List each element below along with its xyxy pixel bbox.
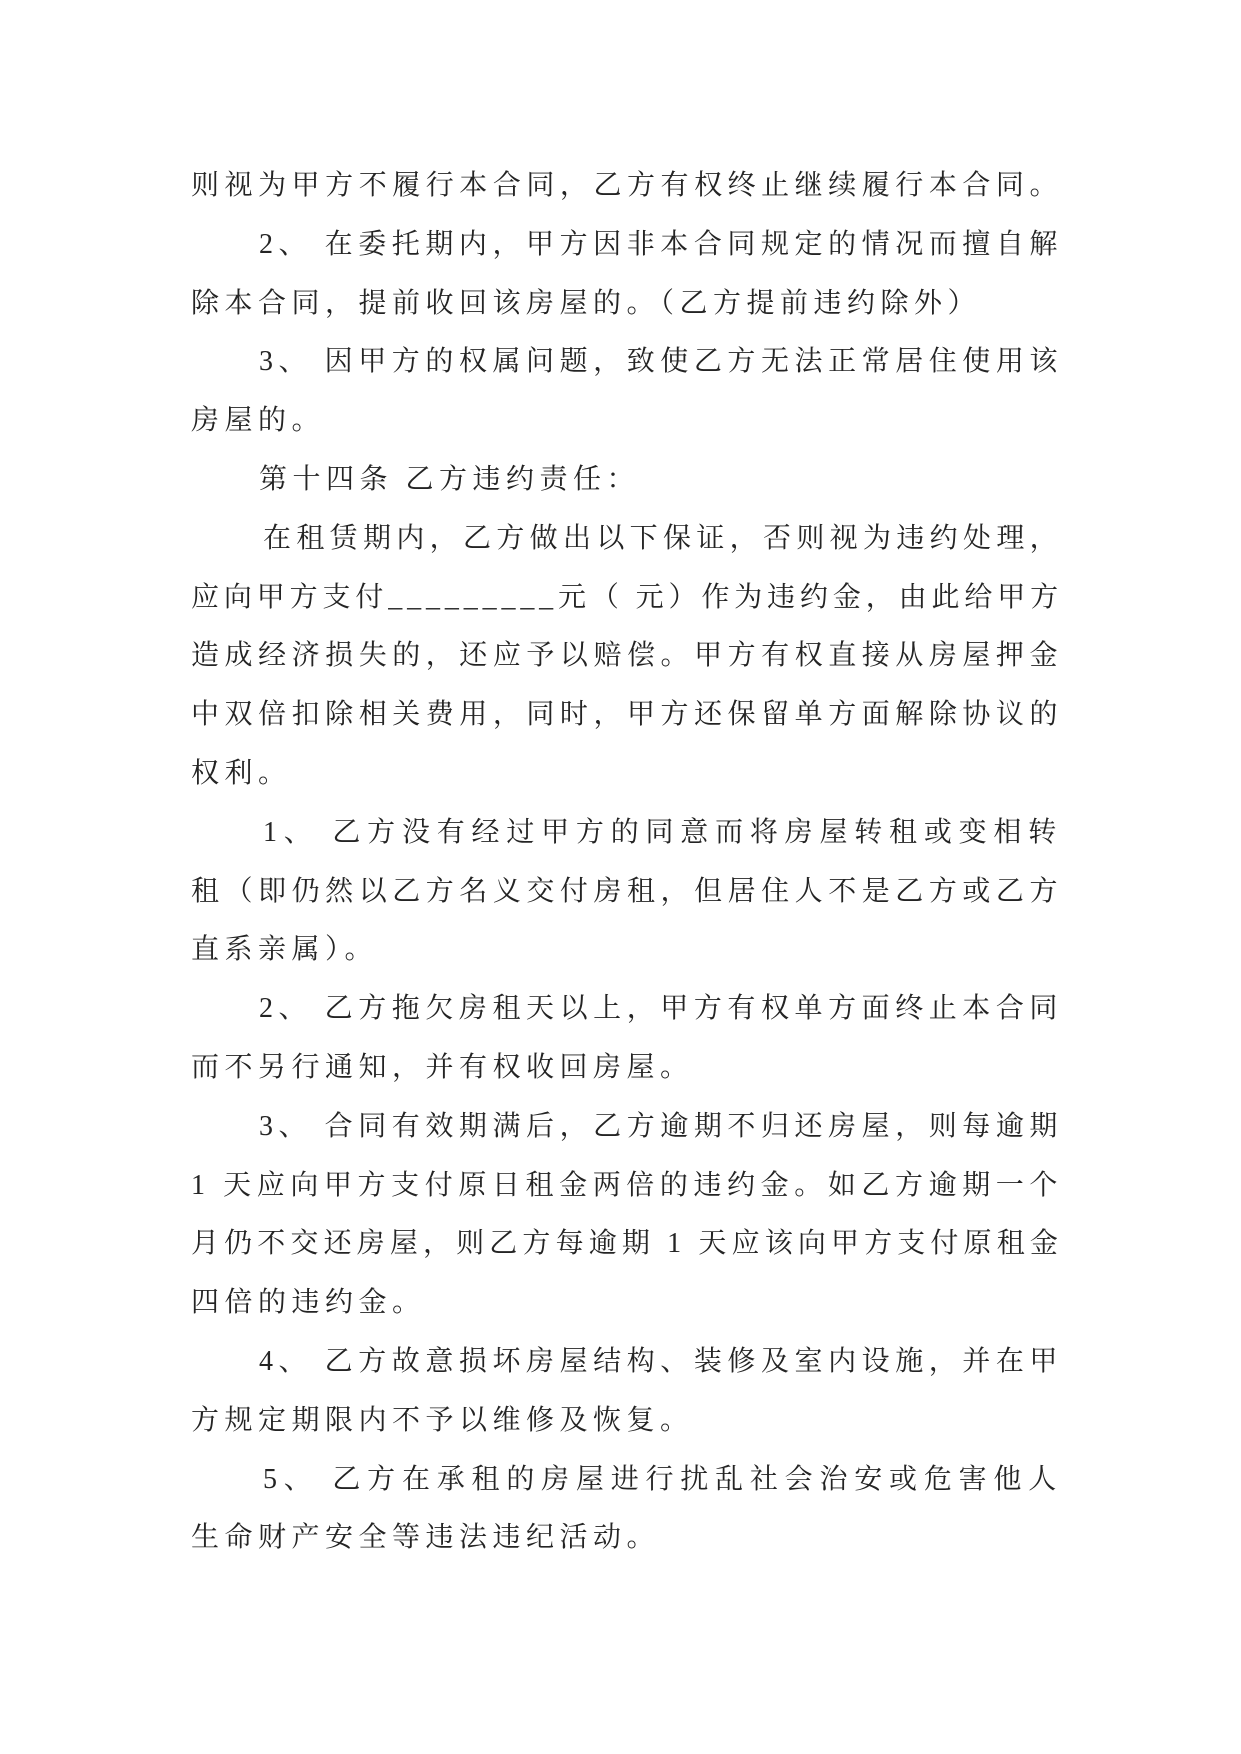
line-text: 4、 乙方故意损坏房屋结构、装修及室内设施，并在甲 (259, 1345, 1063, 1377)
line-text: 3、 合同有效期满后，乙方逾期不归还房屋，则每逾期 (259, 1110, 1063, 1142)
text-line (191, 1157, 1063, 1216)
list-item-4 (191, 1333, 1063, 1451)
list-item-1 (191, 804, 1063, 980)
text-line (191, 392, 1063, 451)
line-text: 造成经济损失的，还应予以赔偿。甲方有权直接从房屋押金 (191, 640, 1063, 672)
text-line (191, 569, 1063, 628)
line-text: 应向甲方支付_________元（ 元）作为违约金，由此给甲方 (191, 581, 1063, 613)
text-line (191, 451, 1063, 510)
text-line (191, 510, 1063, 569)
text-line (191, 1509, 1063, 1568)
text-line (191, 1215, 1063, 1274)
text-line (191, 686, 1063, 745)
line-text: 租（即仍然以乙方名义交付房租，但居住人不是乙方或乙方 (191, 875, 1063, 907)
text-line (191, 1098, 1063, 1157)
line-text: 直系亲属）。 (191, 934, 379, 966)
text-line (191, 745, 1063, 804)
text-line (191, 627, 1063, 686)
line-text: 3、 因甲方的权属问题，致使乙方无法正常居住使用该 (259, 346, 1063, 378)
line-text: 房屋的。 (191, 405, 326, 437)
line-text: 中双倍扣除相关费用，同时，甲方还保留单方面解除协议的 (191, 699, 1063, 731)
line-text: 生命财产安全等违法违纪活动。 (191, 1522, 661, 1554)
article-heading-text: 第十四条 乙方违约责任： (259, 463, 641, 495)
line-text: 除本合同，提前收回该房屋的。（乙方提前违约除外） (191, 287, 982, 319)
line-text: 2、 在委托期内，甲方因非本合同规定的情况而擅自解 (259, 228, 1063, 260)
line-text: 而不另行通知，并有权收回房屋。 (191, 1051, 694, 1083)
text-line (191, 1274, 1063, 1333)
text-line (191, 921, 1063, 980)
text-line (191, 1333, 1063, 1392)
article-intro-paragraph (191, 510, 1063, 804)
clause-item-2 (191, 216, 1063, 334)
line-text: 2、 乙方拖欠房租天以上，甲方有权单方面终止本合同 (259, 993, 1063, 1025)
line-text: 月仍不交还房屋，则乙方每逾期 1 天应该向甲方支付原租金 (191, 1228, 1063, 1260)
list-item-2 (191, 980, 1063, 1098)
text-line (191, 980, 1063, 1039)
line-text: 则视为甲方不履行本合同，乙方有权终止继续履行本合同。 (191, 170, 1063, 201)
text-line (191, 1451, 1063, 1510)
line-text: 权利。 (191, 757, 292, 789)
text-line (191, 333, 1063, 392)
line-text: 四倍的违约金。 (191, 1287, 426, 1319)
document-body (191, 157, 1063, 1568)
line-text: 方规定期限内不予以维修及恢复。 (191, 1404, 694, 1436)
text-line (191, 275, 1063, 334)
list-item-5 (191, 1451, 1063, 1569)
text-line (191, 1039, 1063, 1098)
text-line (191, 863, 1063, 922)
text-line (191, 157, 1063, 216)
list-item-3 (191, 1098, 1063, 1333)
clause-item-3 (191, 333, 1063, 451)
line-text: 在租赁期内，乙方做出以下保证，否则视为违约处理， (263, 522, 1063, 554)
line-text: 5、 乙方在承租的房屋进行扰乱社会治安或危害他人 (263, 1463, 1063, 1495)
text-line (191, 216, 1063, 275)
line-text: 1 天应向甲方支付原日租金两倍的违约金。如乙方逾期一个 (191, 1169, 1063, 1201)
paragraph-continuation (191, 157, 1063, 216)
text-line (191, 804, 1063, 863)
text-line (191, 1392, 1063, 1451)
article-heading (191, 451, 1063, 510)
line-text: 1、 乙方没有经过甲方的同意而将房屋转租或变相转 (263, 816, 1063, 848)
